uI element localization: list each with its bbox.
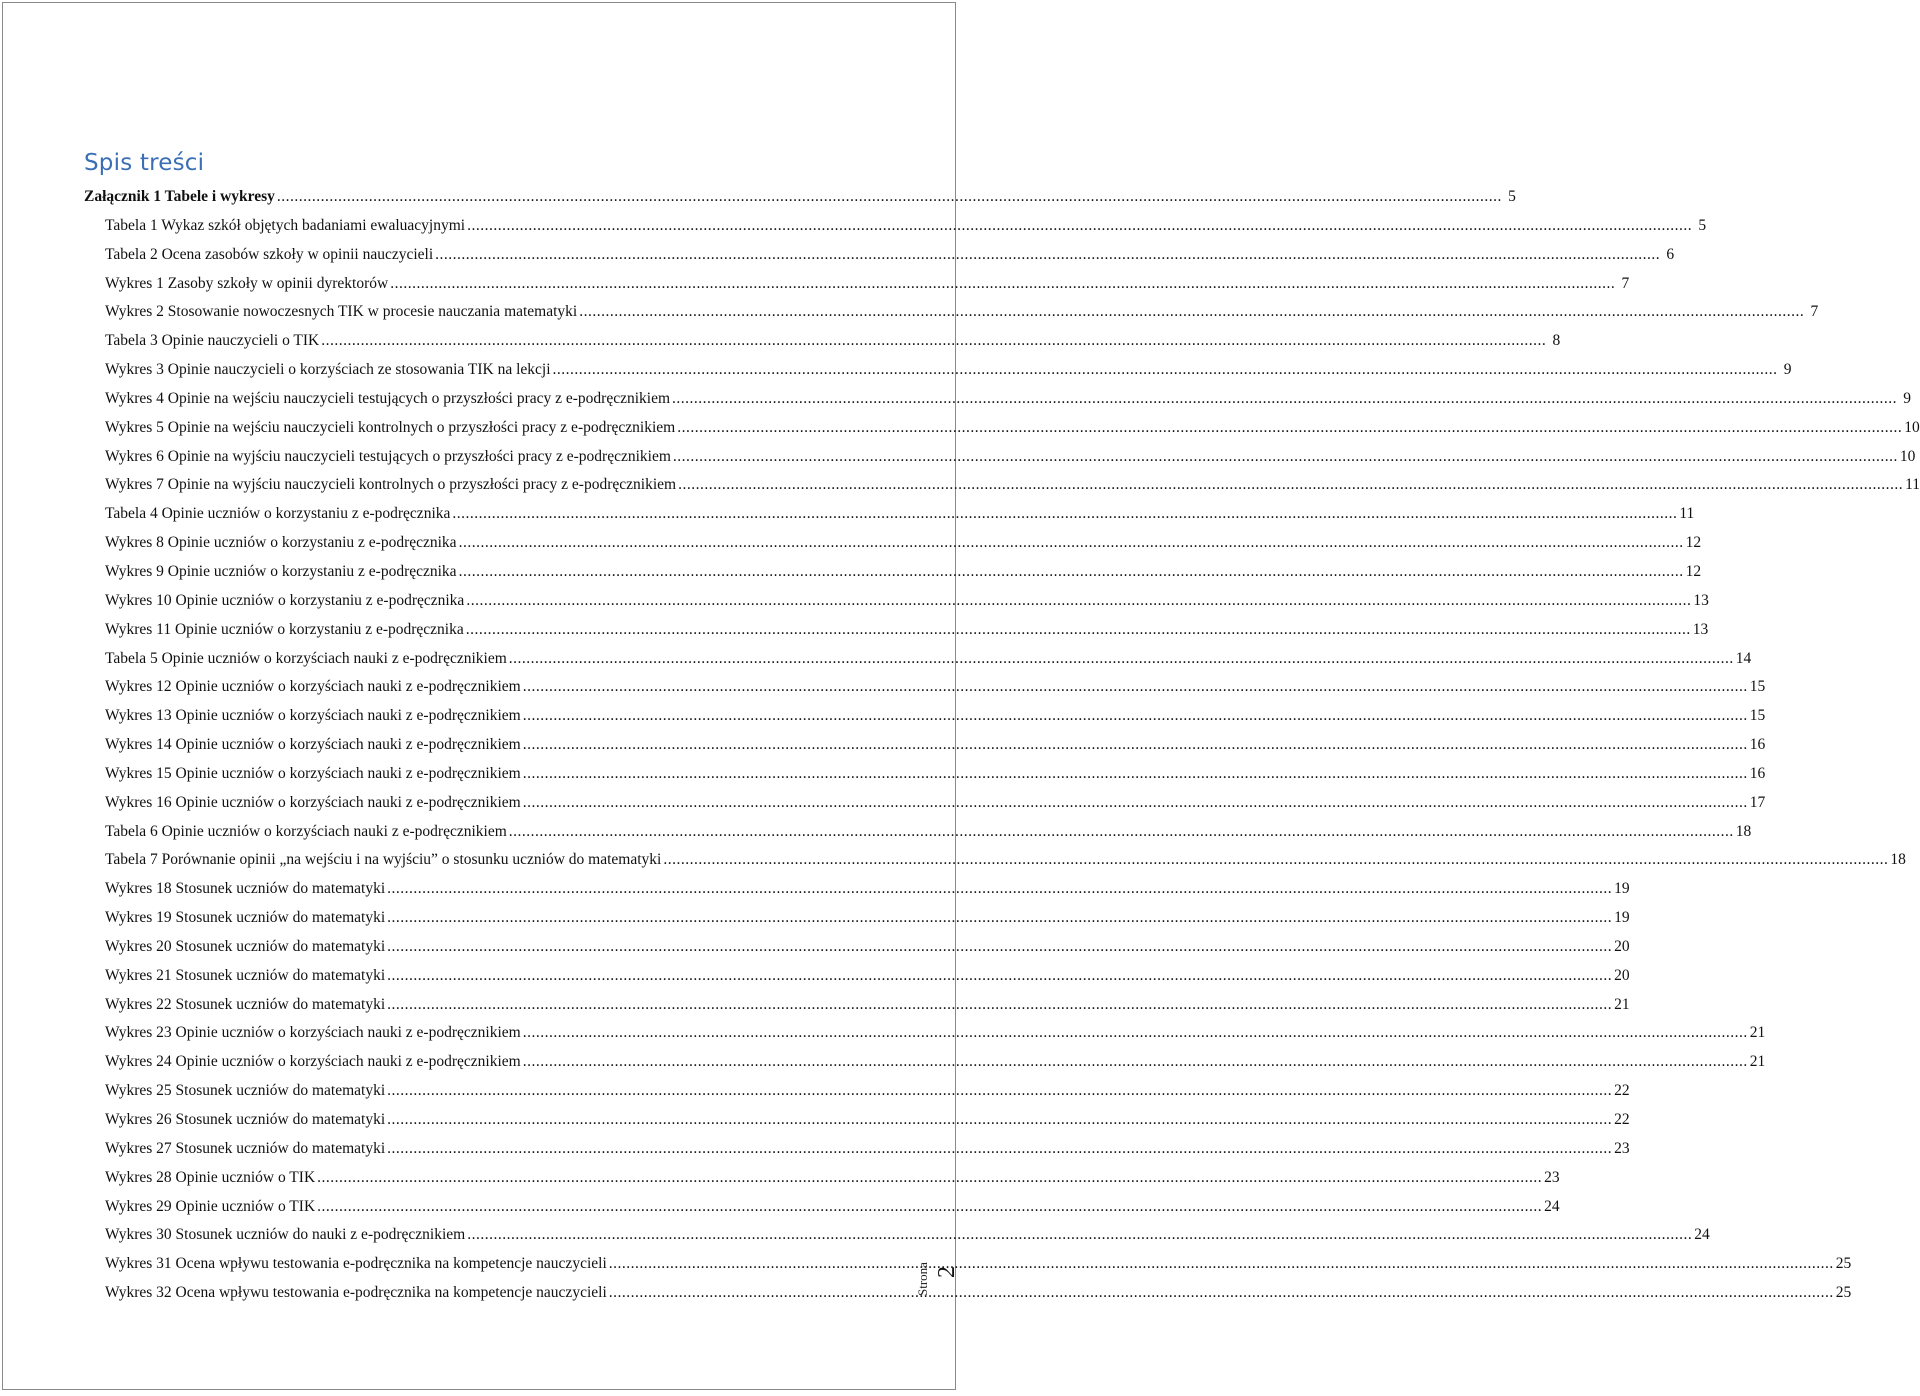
toc-entry[interactable] [84,1221,1710,1250]
toc-entry-title: Wykres 16 Opinie uczniów o korzyściach nauki z e-podręcznikiem [105,793,521,811]
toc-entry-title: Wykres 5 Opinie na wejściu nauczycieli kontrolnych o przyszłości pracy z e-podręcznikiem [105,418,676,436]
footer-page-label: Strona [915,1262,930,1296]
toc-entry-page: 21 [1614,995,1630,1013]
toc-entry[interactable] [84,356,1792,385]
toc-dot-leader [459,529,1684,558]
toc-entry[interactable] [84,962,1630,991]
toc-entry-page: 9 [1903,389,1912,407]
toc-entry-page: 21 [1749,1024,1766,1042]
toc-entry-title: Wykres 24 Opinie uczniów o korzyściach nauki z e-podręcznikiem [105,1053,521,1071]
toc-dot-leader [673,443,1898,472]
toc-entry-page: 10 [1899,447,1916,465]
toc-entry-page: 25 [1835,1284,1852,1302]
toc-dot-leader [466,616,1691,645]
toc-entry[interactable] [84,414,1920,443]
toc-entry[interactable] [84,1048,1766,1077]
toc-dot-leader [509,645,1734,674]
toc-entry[interactable] [84,760,1766,789]
toc-entry[interactable] [84,1077,1630,1106]
toc-entry-page: 12 [1685,562,1702,580]
toc-entry-page: 14 [1735,649,1752,667]
toc-entry-title: Wykres 6 Opinie na wyjściu nauczycieli testujących o przyszłości pracy z e-podręcznikiem [105,447,671,465]
toc-entry-title: Wykres 31 Ocena wpływu testowania e-podręcznika na kompetencje nauczycieli [105,1255,607,1273]
toc-entry-page: 13 [1693,591,1709,609]
toc-dot-leader [677,414,1902,443]
toc-dot-leader [452,500,1677,529]
toc-entry[interactable] [84,327,1561,356]
toc-entry-title: Wykres 32 Ocena wpływu testowania e-podręcznika na kompetencje nauczycieli [105,1284,607,1302]
toc-entry-title: Wykres 7 Opinie na wyjściu nauczycieli kontrolnych o przyszłości pracy z e-podręcznikiem [105,476,677,494]
toc-entry-page: 17 [1749,793,1766,811]
toc-entry-page: 6 [1666,245,1675,263]
toc-dot-leader [672,385,1897,414]
toc-entry[interactable] [84,212,1707,241]
toc-entry[interactable] [84,241,1675,270]
toc-entry[interactable] [84,529,1702,558]
toc-entry-page: 20 [1614,966,1630,984]
toc-dot-leader [579,298,1804,327]
toc-entry-title: Tabela 1 Wykaz szkół objętych badaniami ewaluacyjnymi [105,216,466,234]
toc-dot-leader [387,1077,1612,1106]
toc-dot-leader [523,731,1748,760]
toc-dot-leader [387,962,1612,991]
toc-entry-title: Tabela 3 Opinie nauczycieli o TIK [105,332,320,350]
toc-heading: Spis treści [84,150,205,176]
toc-entry-page: 18 [1890,851,1906,869]
toc-entry-title: Wykres 22 Stosunek uczniów do matematyki [105,995,386,1013]
toc-entry-title: Wykres 26 Stosunek uczniów do matematyki [105,1111,386,1128]
toc-entry-title: Wykres 14 Opinie uczniów o korzyściach nauki z e-podręcznikiem [105,736,521,754]
toc-entry-page: 10 [1904,418,1920,436]
toc-entry-title: Tabela 4 Opinie uczniów o korzystaniu z e-podręcznika [105,505,451,523]
toc-entry[interactable] [84,789,1766,818]
toc-entry-page: 24 [1694,1226,1710,1244]
toc-dot-leader [467,1221,1692,1250]
toc-entry[interactable] [84,1019,1766,1048]
footer-page-number: 2 [934,1266,960,1278]
toc-entry-page: 22 [1614,1082,1630,1100]
toc-dot-leader [387,875,1612,904]
toc-entry[interactable] [84,875,1630,904]
toc-entry[interactable] [84,673,1766,702]
toc-entry-page: 20 [1614,937,1630,955]
toc-entry-title: Tabela 6 Opinie uczniów o korzyściach nauki z e-podręcznikiem [105,822,507,840]
toc-entry-title: Wykres 25 Stosunek uczniów do matematyki [105,1082,386,1100]
toc-dot-leader [509,818,1734,847]
toc-dot-leader [387,904,1612,933]
toc-entry-title: Wykres 4 Opinie na wejściu nauczycieli testujących o przyszłości pracy z e-podręcznikiem [105,389,671,407]
toc-dot-leader [387,1106,1612,1135]
toc-entry[interactable] [84,1135,1630,1164]
toc-entry-title: Wykres 10 Opinie uczniów o korzystaniu z e-podręcznika [105,591,465,609]
toc-entry-title: Wykres 12 Opinie uczniów o korzyściach nauki z e-podręcznikiem [105,678,521,696]
toc-entry[interactable] [84,933,1630,962]
toc-entry-page: 23 [1614,1139,1630,1157]
toc-entry[interactable] [84,270,1630,299]
toc-entry-page: 5 [1508,188,1516,205]
toc-dot-leader [553,356,1778,385]
toc-entry[interactable] [84,818,1752,847]
toc-entry[interactable] [84,385,1912,414]
toc-entry-page: 15 [1749,707,1766,725]
toc-entry-page: 16 [1749,736,1766,754]
toc-dot-leader [523,673,1748,702]
toc-dot-leader [523,1019,1748,1048]
toc-entry-title: Wykres 2 Stosowanie nowoczesnych TIK w procesie nauczania matematyki [105,303,578,321]
toc-entry-page: 13 [1692,620,1709,638]
toc-dot-leader [321,327,1546,356]
toc-dot-leader [523,789,1748,818]
toc-dot-leader [317,1164,1542,1193]
toc-entry-page: 21 [1749,1053,1766,1071]
toc-dot-leader [317,1193,1542,1222]
toc-entry-page: 12 [1685,534,1702,552]
toc-dot-leader [387,1135,1612,1164]
toc-entry[interactable] [84,587,1709,616]
toc-entry-page: 22 [1614,1111,1630,1128]
toc-entry-page: 8 [1552,332,1561,350]
toc-entry-title: Tabela 2 Ocena zasobów szkoły w opinii nauczycieli [105,245,434,263]
toc-entry-title: Wykres 18 Stosunek uczniów do matematyki [105,880,386,898]
page-footer [915,1244,960,1304]
toc-entry-title: Wykres 1 Zasoby szkoły w opinii dyrektorów [105,274,389,292]
toc-entry-page: 7 [1810,303,1819,321]
toc-entry-title: Załącznik 1 Tabele i wykresy [84,188,275,205]
toc-entry[interactable] [84,558,1702,587]
toc-entry-page: 16 [1749,764,1766,782]
toc-entry[interactable] [84,616,1709,645]
toc-entry-title: Wykres 19 Stosunek uczniów do matematyki [105,909,386,927]
toc-entry-title: Wykres 21 Stosunek uczniów do matematyki [105,966,386,984]
toc-entry-page: 5 [1698,216,1707,234]
toc-entry-title: Wykres 3 Opinie nauczycieli o korzyściach ze stosowania TIK na lekcji [105,361,551,379]
toc-entry-page: 19 [1614,909,1630,927]
toc-entry-title: Wykres 23 Opinie uczniów o korzyściach nauki z e-podręcznikiem [105,1024,521,1042]
toc-dot-leader [523,702,1748,731]
toc-entry-page: 24 [1544,1197,1560,1215]
toc-entry[interactable] [84,1164,1560,1193]
toc-dot-leader [523,760,1748,789]
toc-entry-page: 25 [1835,1255,1852,1273]
toc-dot-leader [277,183,1502,212]
toc-entry-title: Wykres 8 Opinie uczniów o korzystaniu z e-podręcznika [105,534,457,552]
toc-entry[interactable] [84,1193,1560,1222]
toc-entry-page: 19 [1614,880,1630,898]
toc-entry-title: Wykres 15 Opinie uczniów o korzyściach nauki z e-podręcznikiem [105,764,521,782]
toc-entry-title: Wykres 28 Opinie uczniów o TIK [105,1168,316,1186]
toc-entry-page: 23 [1544,1168,1560,1186]
toc-dot-leader [459,558,1684,587]
toc-dot-leader [387,991,1612,1020]
toc-entry-title: Wykres 29 Opinie uczniów o TIK [105,1197,316,1215]
toc-entry[interactable] [84,471,1920,500]
toc-entry-page: 7 [1621,274,1630,292]
toc-entry-title: Wykres 27 Stosunek uczniów do matematyki [105,1139,386,1157]
toc-entry-title: Wykres 20 Stosunek uczniów do matematyki [105,937,386,955]
toc-entry-title: Wykres 11 Opinie uczniów o korzystaniu z e-podręcznika [105,620,464,638]
toc-dot-leader [387,933,1612,962]
toc-entry[interactable] [84,298,1819,327]
toc-dot-leader [390,270,1615,299]
toc-entry-title: Tabela 5 Opinie uczniów o korzyściach nauki z e-podręcznikiem [105,649,507,667]
toc-entry-title: Tabela 7 Porównanie opinii „na wejściu i na wyjściu” o stosunku uczniów do matematyki [105,851,662,869]
toc-entry-page: 11 [1679,505,1695,523]
toc-dot-leader [466,587,1691,616]
toc-entry-title: Wykres 13 Opinie uczniów o korzyściach nauki z e-podręcznikiem [105,707,521,725]
toc-dot-leader [435,241,1660,270]
toc-entry-title: Wykres 9 Opinie uczniów o korzystaniu z e-podręcznika [105,562,457,580]
toc-dot-leader [523,1048,1748,1077]
toc-dot-leader [678,471,1903,500]
toc-dot-leader [467,212,1692,241]
toc-entry[interactable] [84,991,1630,1020]
toc-entry[interactable] [84,645,1752,674]
toc-entry-page: 9 [1783,361,1792,379]
toc-entry-page: 15 [1749,678,1766,696]
toc-dot-leader [609,1250,1834,1279]
toc-entry[interactable] [84,443,1916,472]
toc-entry[interactable] [84,846,1906,875]
toc-entry[interactable] [84,500,1695,529]
toc-entry[interactable] [84,1106,1630,1135]
toc-entry[interactable] [84,702,1766,731]
toc-entry-title: Wykres 30 Stosunek uczniów do nauki z e-podręcznikiem [105,1226,466,1244]
toc-dot-leader [663,846,1888,875]
toc-entry[interactable] [84,731,1766,760]
toc-dot-leader [609,1279,1834,1308]
toc-entry[interactable] [84,183,1516,212]
toc-entry[interactable] [84,904,1630,933]
toc-entry-page: 18 [1735,822,1752,840]
toc-entry-page: 11 [1905,476,1920,494]
